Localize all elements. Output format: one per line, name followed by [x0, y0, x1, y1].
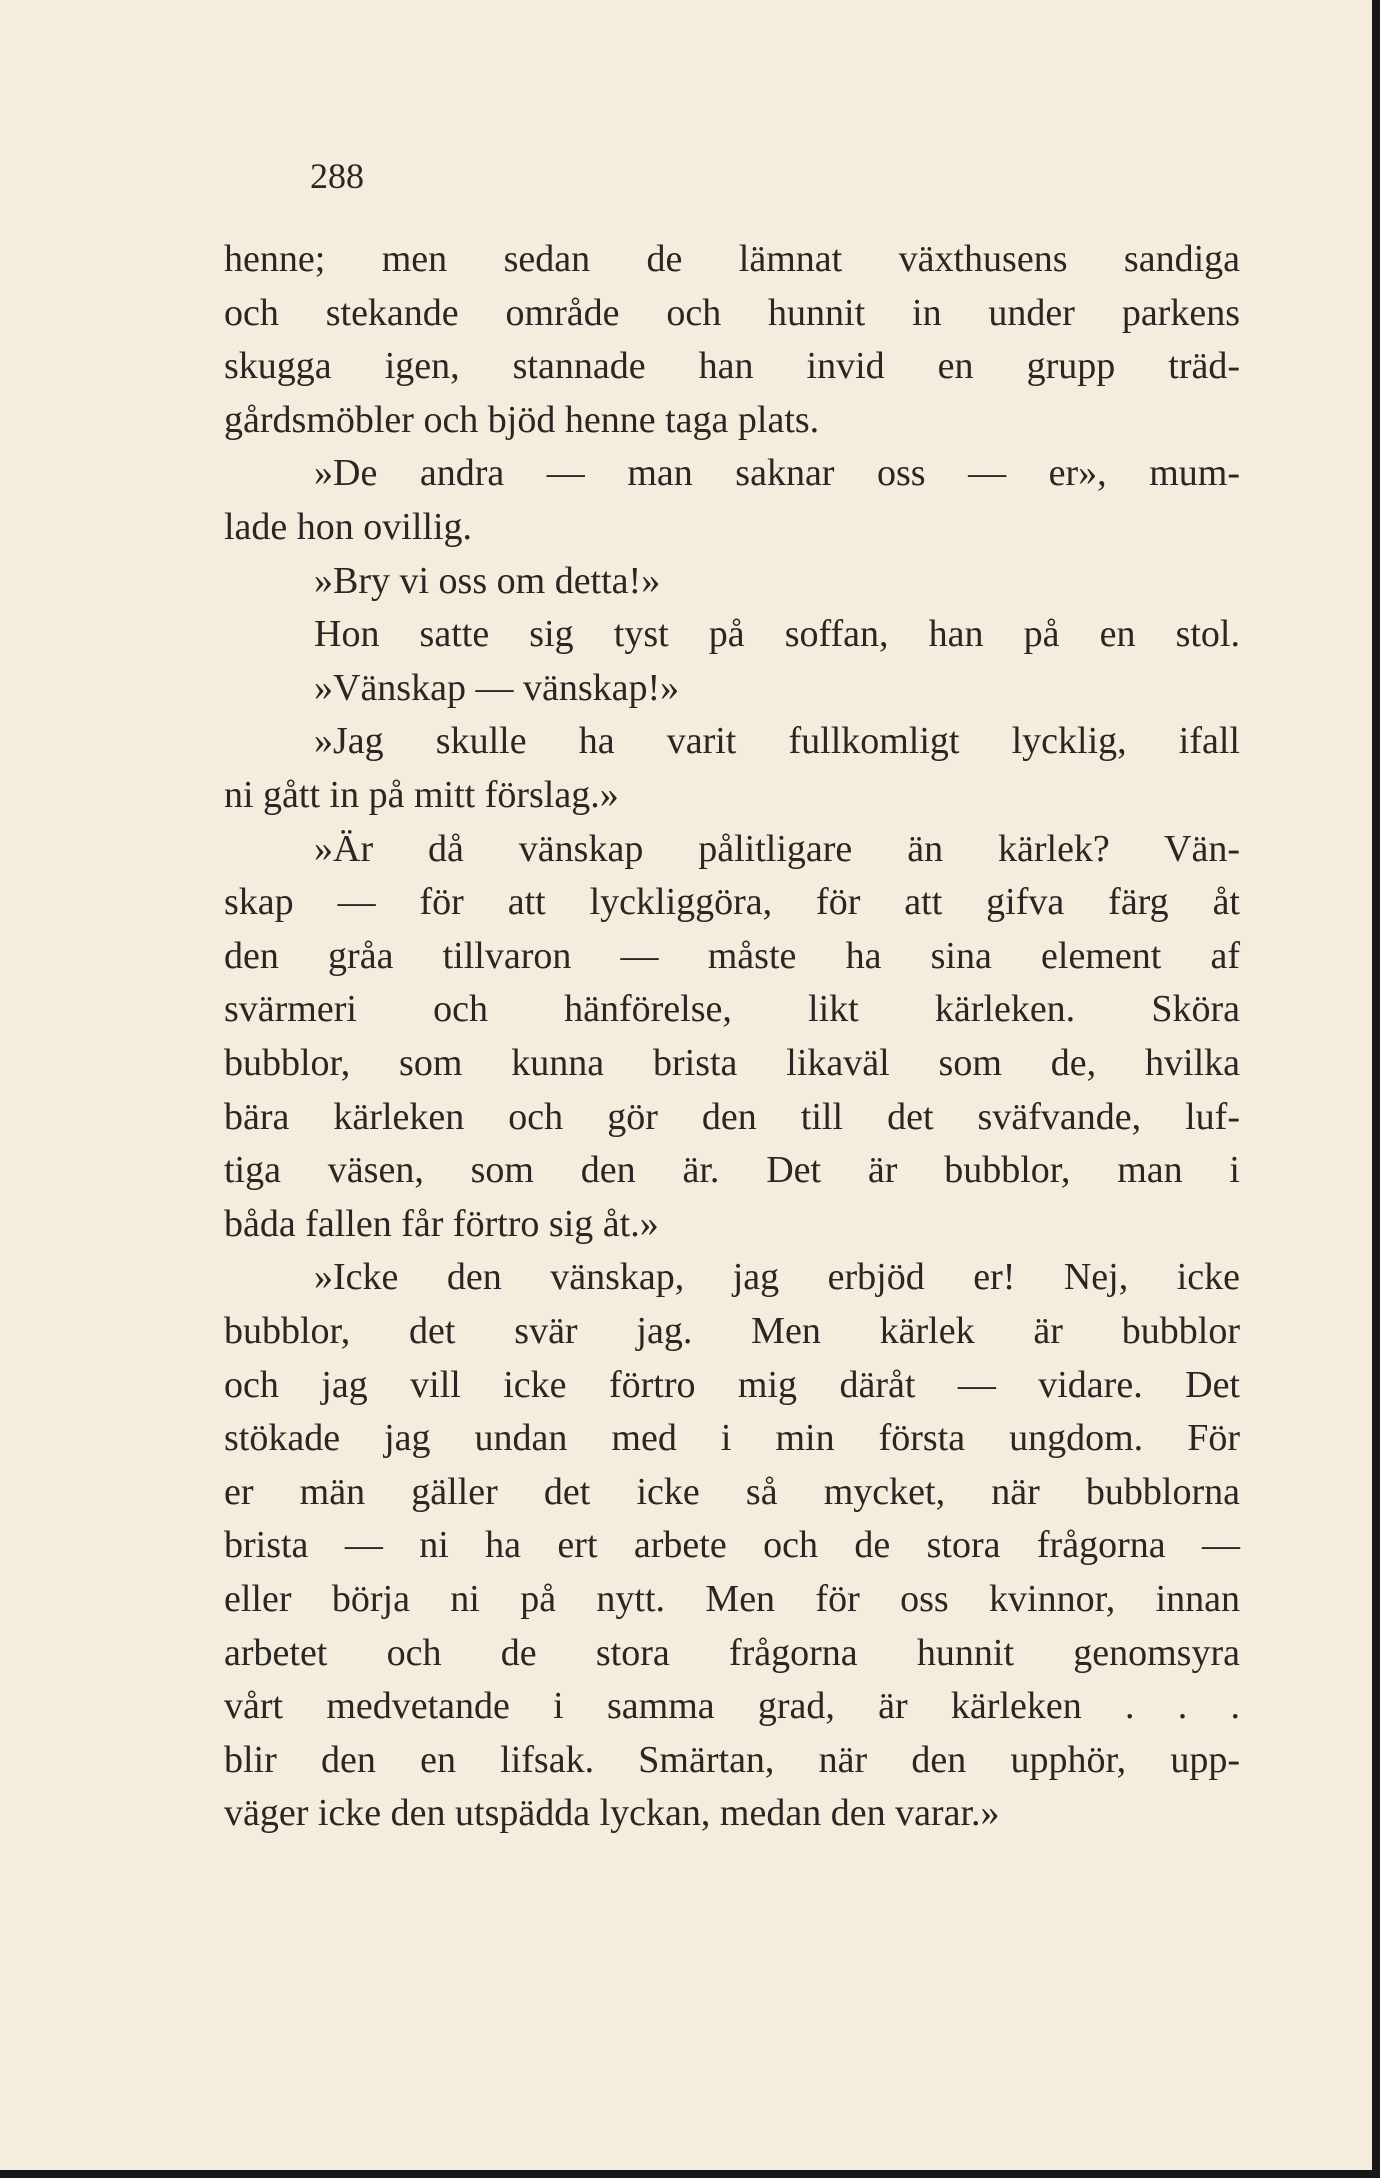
text-line: henne; men sedan de lämnat växthusens sandiga — [224, 238, 1240, 280]
text-line: »Är då vänskap pålitligare än kärlek? Vän- — [314, 827, 1240, 870]
text-line: stökade jag undan med i min första ungdom. För — [224, 1417, 1240, 1460]
text-line: Hon satte sig tyst på soffan, han på en stol. — [314, 613, 1240, 656]
text-line: eller börja ni på nytt. Men för oss kvinnor, innan — [224, 1578, 1240, 1620]
text-line: er män gäller det icke så mycket, när bubblorna — [224, 1470, 1240, 1513]
text-line: skugga igen, stannade han invid en grupp träd- — [224, 345, 1240, 388]
text-line: »Bry vi oss om detta!» — [314, 559, 661, 602]
text-line: den gråa tillvaron — måste ha sina element af — [224, 934, 1240, 977]
text-line: tiga väsen, som den är. Det är bubblor, man i — [224, 1149, 1240, 1192]
text-line: blir den en lifsak. Smärtan, när den upphör, upp- — [224, 1738, 1240, 1781]
text-line: skap — för att lyckliggöra, för att gifva färg åt — [224, 881, 1240, 924]
text-line: gårdsmöbler och bjöd henne taga plats. — [224, 398, 820, 441]
text-line: bubblor, som kunna brista likaväl som de, hvilka — [224, 1042, 1240, 1084]
text-line: brista — ni ha ert arbete och de stora frågorna — — [224, 1524, 1240, 1567]
text-line: bubblor, det svär jag. Men kärlek är bubblor — [224, 1310, 1240, 1352]
text-line: bära kärleken och gör den till det sväfvande, luf- — [224, 1095, 1240, 1138]
text-line: svärmeri och hänförelse, likt kärleken. Sköra — [224, 988, 1240, 1031]
text-line: »Icke den vänskap, jag erbjöd er! Nej, icke — [314, 1256, 1240, 1299]
text-line: vårt medvetande i samma grad, är kärleken . . . — [224, 1685, 1240, 1728]
page-edge-bottom — [0, 2170, 1380, 2178]
text-line: »Vänskap — vänskap!» — [314, 666, 680, 709]
text-line: ni gått in på mitt förslag.» — [224, 774, 619, 816]
text-line: båda fallen får förtro sig åt.» — [224, 1202, 659, 1245]
text-line: »De andra — man saknar oss — er», mum- — [314, 452, 1240, 495]
text-line: och jag vill icke förtro mig däråt — vidare. Det — [224, 1363, 1240, 1406]
text-line: och stekande område och hunnit in under parkens — [224, 291, 1240, 334]
text-line: väger icke den utspädda lyckan, medan den varar.» — [224, 1792, 1000, 1835]
page-edge-right — [1372, 0, 1380, 2178]
page-number: 288 — [310, 156, 364, 196]
text-line: »Jag skulle ha varit fullkomligt lycklig, ifall — [314, 720, 1240, 763]
text-line: lade hon ovillig. — [224, 506, 473, 548]
text-line: arbetet och de stora frågorna hunnit genomsyra — [224, 1631, 1240, 1674]
